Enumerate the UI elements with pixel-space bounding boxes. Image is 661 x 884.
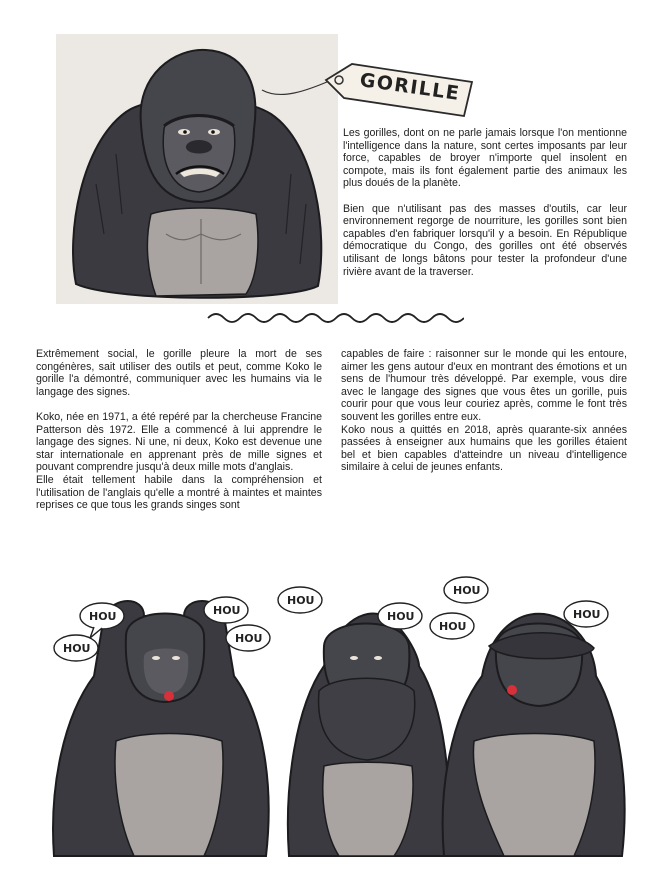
wave-divider (206, 310, 464, 326)
speech-bubble (204, 597, 248, 623)
bubble-text: HOU (89, 610, 117, 623)
speech-bubble (444, 577, 488, 603)
speech-bubble (430, 613, 474, 639)
page-title: GORILLE (358, 69, 462, 105)
intro-paragraph-2: Bien que n'utilisant pas des masses d'outils, car leur environnement regorge de nourriture, les gorilles sont bien capables d'en fabriquer lorsqu'il y a besoin. En République démocratique du Congo, des gorilles ont été observés utilisant de longs bâtons pour tester la profondeur d'une rivière avant de la traverser. (343, 202, 627, 278)
speech-bubble (54, 635, 98, 661)
speech-bubble (278, 587, 322, 613)
bubble-text: HOU (63, 642, 91, 655)
speech-bubble (378, 603, 422, 629)
bubble-text: HOU (387, 610, 415, 623)
text-column-left (36, 348, 322, 512)
bubble-text: HOU (439, 620, 467, 633)
bubble-text: HOU (213, 604, 241, 617)
gorilla-speak-no-evil (288, 613, 449, 856)
three-gorillas-illustration (34, 556, 630, 874)
gorilla-see-no-evil (443, 614, 625, 856)
body-paragraph-3: Elle était tellement habile dans la compréhension et l'utilisation de l'anglais qu'elle a montré à maintes et maintes reprises ce que tous les grands singes sont (36, 473, 322, 512)
text-column-right (341, 348, 627, 474)
intro-paragraph-1: Les gorilles, dont on ne parle jamais lorsque l'on mentionne l'intelligence dans la nature, sont certes imposants par leur force, capables de broyer n'importe quel insolent en compote, mais ils font également partie des animaux les plus doués de la planète. (343, 127, 627, 190)
body-paragraph-1: Extrêmement social, le gorille pleure la mort de ses congénères, sait utiliser des outils et peut, comme Koko le gorille l'a démontré, communiquer avec les humains via le langage des signes. (36, 348, 322, 398)
speech-bubble (226, 625, 270, 651)
speech-bubble (564, 601, 608, 627)
bubble-text: HOU (453, 584, 481, 597)
bubble-text: HOU (235, 632, 263, 645)
bubble-text: HOU (287, 594, 315, 607)
body-paragraph-4: capables de faire : raisonner sur le monde qui les entoure, aimer les gens autour d'eux en montrant des émotions et un sens de l'humour très développé. Par exemple, vous dire avec le langage des signes que vous êtes un gorille, puis courir pour que vous leur couriez après, comme le font très souvent les gorilles entre eux. (341, 348, 627, 423)
body-paragraph-2: Koko, née en 1971, a été repéré par la chercheuse Francine Patterson dès 1972. Elle a commencé à lui apprendre le langage des signes. Ni une, ni deux, Koko est devenue une star internationale en apprenant près de mille signes et pouvant comprendre jusqu'à deux mille mots d'anglais. (36, 410, 322, 474)
bubble-text: HOU (573, 608, 601, 621)
intro-text (343, 127, 627, 278)
body-paragraph-5: Koko nous a quittés en 2018, après quarante-six années passées à enseigner aux humains que les gorilles étaient bel et bien capables d'atteindre un niveau d'intelligence similaire à celui de jeunes enfants. (341, 423, 627, 474)
